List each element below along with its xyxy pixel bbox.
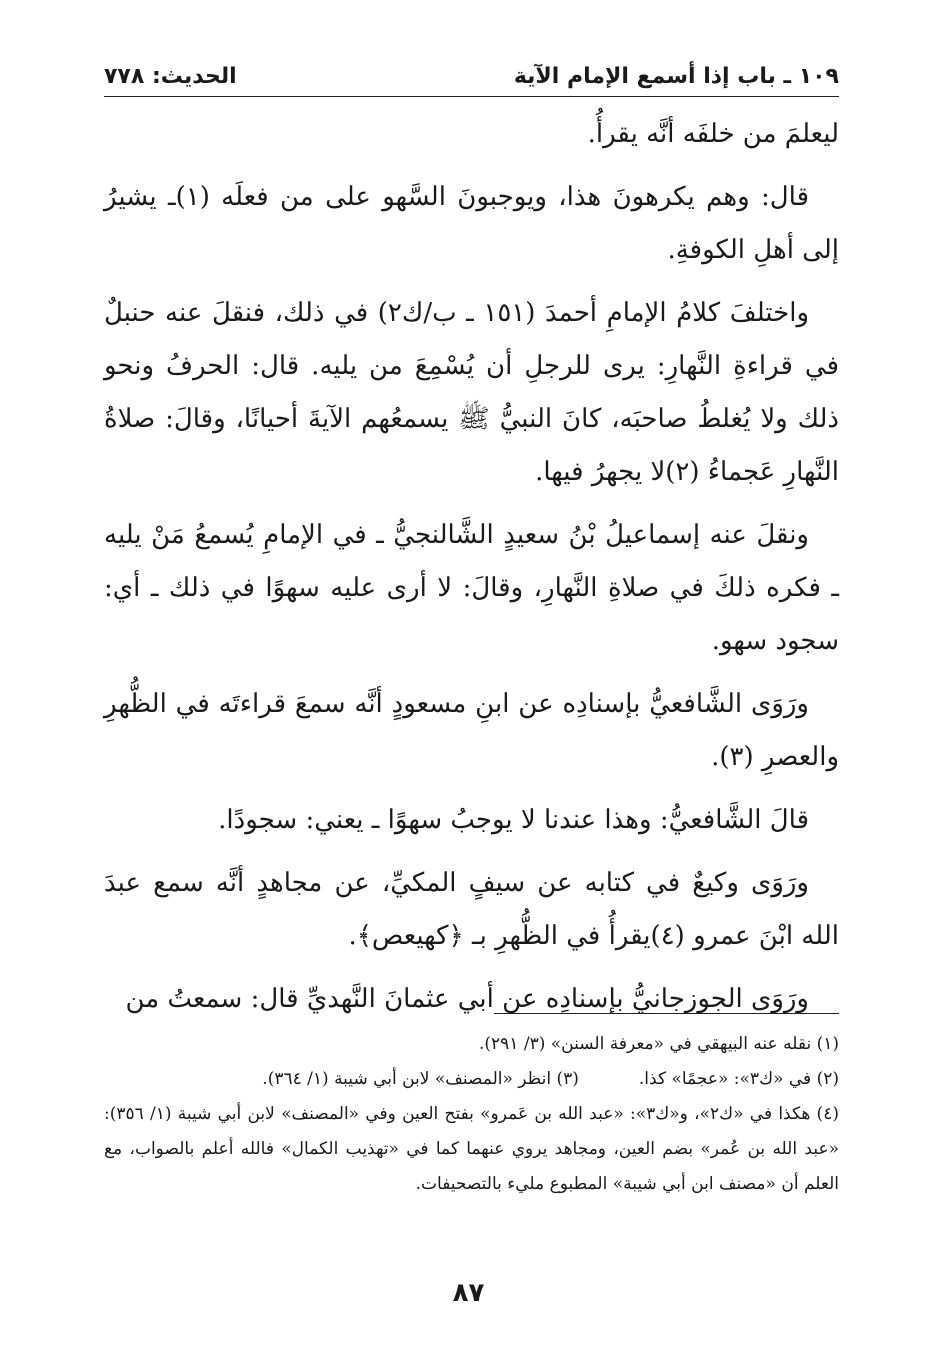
footnote-2: (٢) في «ك٣»: «عجمًا» كذا. [638,1069,839,1089]
footnotes [104,1027,839,1202]
hadith-number: الحديث: ٧٧٨ [104,63,237,89]
footnote-4: (٤) هكذا في «ك٢»، و«ك٣»: «عبد الله بن عَمرو» بفتح العين وفي «المصنف» لابن أبي شيبة (١/ ٣٥٦): «عبد الله بن عُمر» بضم العين، ومجاهد يروي عنهما كما في «تهذيب الكمال» فالله أعلم بالصواب، مع العلم أن «مصنف ابن أبي شيبة» المطبوع مليء بالتصحيفات. [104,1104,839,1194]
paragraph: واختلفَ كلامُ الإمامِ أحمدَ (١٥١ ـ ب/ك٢) في ذلك، فنقلَ عنه حنبلٌ في قراءةِ النَّهارِ: يرى للرجلِ أن يُسْمِعَ من يليه. قال: الحرفُ ونحو ذلك ولا يُغلطُ صاحبَه، كانَ النبيُّ ﷺ يسمعُهم الآيةَ أحيانًا، وقالَ: صلاةُ النَّهارِ عَجماءُ (٢)لا يجهرُ فيها. [104,298,839,487]
paragraph: ورَوَى وكيعٌ في كتابه عن سيفٍ المكيِّ، عن مجاهدٍ أنَّه سمع عبدَ الله ابْنَ عمرو (٤)يقرأُ في الظُّهرِ بـ ﴿كهيعص﴾. [104,868,839,951]
paragraph: ورَوَى الشَّافعيُّ بإسنادِه عن ابنِ مسعودٍ أنَّه سمعَ قراءتَه في الظُّهرِ والعصرِ (٣). [104,689,839,772]
paragraph: ليعلمَ من خلفَه أنَّه يقرأُ. [587,119,839,149]
footnote-3: (٣) انظر «المصنف» لابن أبي شيبة (١/ ٣٦٤). [262,1069,579,1089]
footnote-1: (١) نقله عنه البيهقي في «معرفة السنن» (٣/ ٢٩١). [479,1034,839,1054]
paragraph: قال: وهم يكرهونَ هذا، ويوجبونَ السَّهو على من فعلَه (١)ـ يشيرُ إلى أهلِ الكوفةِ. [104,182,839,265]
main-text [104,108,839,1036]
paragraph: قالَ الشَّافعيُّ: وهذا عندنا لا يوجبُ سهوًا ـ يعني: سجودًا. [218,805,809,835]
footnote-separator [494,1013,839,1014]
chapter-title: ١٠٩ ـ باب إذا أسمع الإمام الآية [513,63,839,89]
running-header [104,56,839,97]
paragraph: ورَوَى الجوزجانيُّ بإسنادِه عن أبي عثمانَ النَّهديِّ قال: سمعتُ من [125,984,809,1014]
paragraph: ونقلَ عنه إسماعيلُ بْنُ سعيدٍ الشَّالنجيُّ ـ في الإمامِ يُسمعُ مَنْ يليه ـ فكره ذلكَ في صلاةِ النَّهارِ، وقالَ: لا أرى عليه سهوًا في ذلك ـ أي: سجود سهو. [104,520,839,656]
page-number: ٨٧ [452,1278,485,1308]
footnote-row [104,1062,839,1097]
